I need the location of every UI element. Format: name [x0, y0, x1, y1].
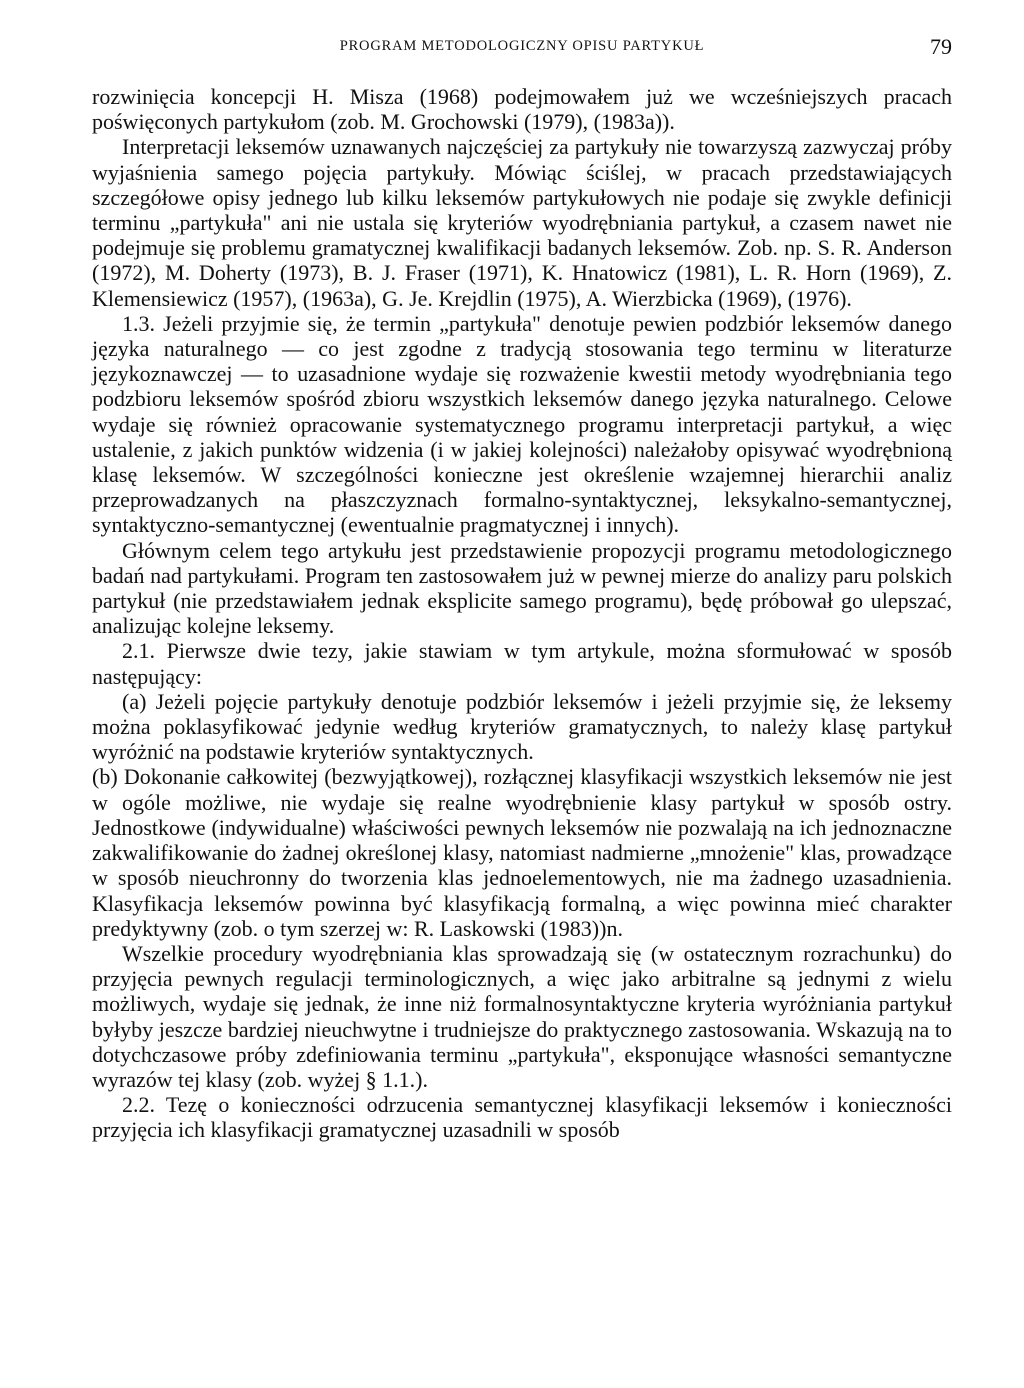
paragraph-interpretations: Interpretacji leksemów uznawanych najczęściej za partykuły nie towarzyszą zazwyczaj próby wyjaśnienia samego pojęcia partykuły. Mówiąc ściślej, w pracach przedstawiających szczegółowe opisy jednego lub kilku leksemów partykułowych nie podaje się zwykle definicji terminu „partykuła" ani nie ustala się kryteriów wyodrębniania partykuł, a czasem nawet nie podejmuje się problemu gramatycznej kwalifikacji badanych leksemów. Zob. np. S. R. Anderson (1972), M. Doherty (1973), B. J. Fraser (1971), K. Hnatowicz (1981), L. R. Horn (1969), Z. Klemensiewicz (1957), (1963a), G. Je. Krejdlin (1975), A. Wierzbicka (1969), (1976).	[92, 134, 952, 311]
paragraph-main-goal: Głównym celem tego artykułu jest przedstawienie propozycji programu metodologicznego badań nad partykułami. Program ten zastosowałem już w pewnej mierze do analizy paru polskich partykuł (nie przedstawiałem jednak eksplicite samego programu), będę próbował go ulepszać, analizując kolejne leksemy.	[92, 537, 952, 639]
body-text	[92, 84, 952, 1143]
running-head: PROGRAM METODOLOGICZNY OPISU PARTYKUŁ	[339, 38, 705, 54]
paragraph-procedures: Wszelkie procedury wyodrębniania klas sprowadzają się (w ostatecznym rozrachunku) do przyjęcia pewnych regulacji terminologicznych, a więc jako arbitralne są jednymi z wielu możliwych, wydaje się jednak, że inne niż formalnosyntaktyczne kryteria wyróżniania partykuł byłyby jeszcze bardziej nieuchwytne i trudniejsze do praktycznego zastosowania. Wskazują na to dotychczasowe próby zdefiniowania terminu „partykuła", eksponujące własności semantyczne wyrazów tej klasy (zob. wyżej § 1.1.).	[92, 940, 952, 1092]
paragraph-section-1-3: 1.3. Jeżeli przyjmie się, że termin „partykuła" denotuje pewien podzbiór leksemów danego języka naturalnego — co jest zgodne z tradycją stosowania tego terminu w literaturze językoznawczej — to uzasadnione wydaje się rozważenie kwestii metody wyodrębniania tego podzbioru leksemów spośród zbioru wszystkich leksemów danego języka naturalnego. Celowe wydaje się również opracowanie systematycznego programu interpretacji partykuł, a więc ustalenie, z jakich punktów widzenia (i w jakiej kolejności) należałoby opisywać wyodrębnioną klasę leksemów. W szczególności konieczne jest określenie wzajemnej hierarchii analiz przeprowadzanych na płaszczyznach formalno-syntaktycznej, leksykalno-semantycznej, syntaktyczno-semantycznej (ewentualnie pragmatycznej i innych).	[92, 310, 952, 538]
paragraph-continuation: rozwinięcia koncepcji H. Misza (1968) podejmowałem już we wcześniejszych pracach poświęconych partykułom (zob. M. Grochowski (1979), (1983a)).	[92, 84, 952, 135]
paragraph-thesis-b: (b) Dokonanie całkowitej (bezwyjątkowej), rozłącznej klasyfikacji wszystkich leksemów nie jest w ogóle możliwe, nie wydaje się realne wyodrębnienie klasy partykuł w sposób ostry. Jednostkowe (indywidualne) właściwości pewnych leksemów nie pozwalają na ich jednoznaczne zakwalifikowanie do żadnej określonej klasy, natomiast nadmierne „mnożenie" klas, prowadzące w sposób nieuchronny do tworzenia klas jednoelementowych, nie ma żadnego uzasadnienia. Klasyfikacja leksemów powinna być klasyfikacją formalną, a więc powinna mieć charakter predyktywny (zob. o tym szerzej w: R. Laskowski (1983))n.	[92, 764, 952, 941]
page-header	[92, 34, 952, 64]
paragraph-section-2-1: 2.1. Pierwsze dwie tezy, jakie stawiam w tym artykule, można sformułować w sposób następujący:	[92, 638, 952, 689]
document-page	[92, 34, 952, 1143]
paragraph-section-2-2: 2.2. Tezę o konieczności odrzucenia semantycznej klasyfikacji leksemów i konieczności przyjęcia ich klasyfikacji gramatycznej uzasadnili w sposób	[92, 1092, 952, 1143]
page-number: 79	[930, 34, 952, 59]
paragraph-thesis-a: (a) Jeżeli pojęcie partykuły denotuje podzbiór leksemów i jeżeli przyjmie się, że leksemy można poklasyfikować jedynie według kryteriów gramatycznych, to należy klasę partykuł wyróżnić na podstawie kryteriów syntaktycznych.	[92, 688, 952, 765]
